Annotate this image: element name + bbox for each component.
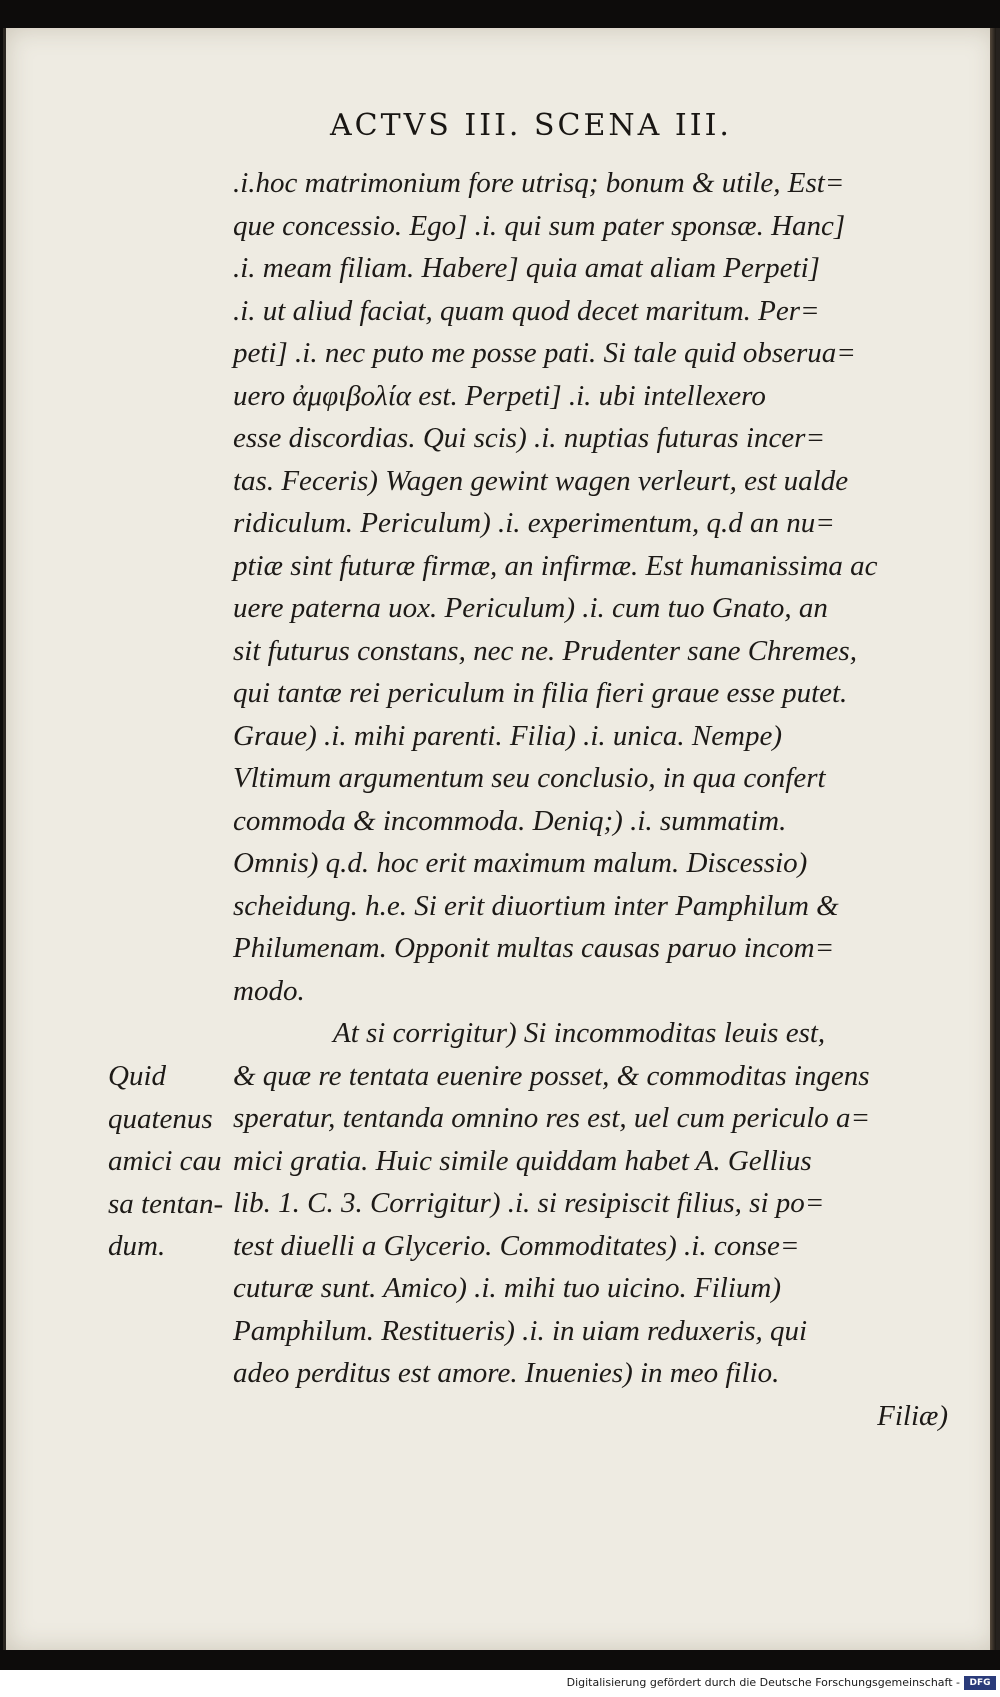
text-line: Pamphilum. Restitueris) .i. in uiam reduxeris, qui — [233, 1314, 808, 1347]
footer-bar — [0, 1670, 1000, 1697]
commentary-text — [233, 162, 958, 1437]
text-line: .i.hoc matrimonium fore utrisq; bonum & utile, Est= — [233, 167, 845, 199]
text-line: Philumenam. Opponit multas causas paruo incom= — [233, 932, 835, 964]
text-line: commoda & incommoda. Deniq;) .i. summatim. — [233, 804, 787, 837]
text-line: Omnis) q.d. hoc erit maximum malum. Discessio) — [233, 847, 808, 879]
text-line: sit futurus constans, nec ne. Prudenter sane Chremes, — [233, 634, 857, 667]
marginal-note — [108, 1055, 228, 1268]
text-line: scheidung. h.e. Si erit diuortium inter Pamphilum & — [233, 889, 839, 922]
text-line: .i. ut aliud faciat, quam quod decet maritum. Per= — [233, 294, 820, 327]
margin-line: Quid — [108, 1060, 166, 1092]
text-line: speratur, tentanda omnino res est, uel cum periculo a= — [233, 1102, 871, 1134]
text-line: qui tantæ rei periculum in filia fieri graue esse putet. — [233, 677, 848, 709]
text-line: & quæ re tentata euenire posset, & commoditas ingens — [233, 1059, 870, 1092]
margin-line: quatenus — [108, 1102, 213, 1135]
text-line: cuturæ sunt. Amico) .i. mihi tuo uicino. Filium) — [233, 1272, 782, 1304]
text-line: Graue) .i. mihi parenti. Filia) .i. unica. Nempe) — [233, 719, 783, 752]
funding-notice: Digitalisierung gefördert durch die Deutsche Forschungsgemeinschaft - — [566, 1676, 960, 1689]
text-line: ptiæ sint futuræ firmæ, an infirmæ. Est humanissima ac — [233, 549, 878, 582]
margin-line: dum. — [108, 1230, 166, 1262]
text-line: peti] .i. nec puto me posse pati. Si tale quid obserua= — [233, 337, 856, 369]
running-header: ACTVS III. SCENA III. — [330, 108, 732, 143]
text-line: At si corrigitur) Si incommoditas leuis est, — [333, 1017, 826, 1049]
text-line: uero ἀμφιβολία est. Perpeti] .i. ubi intellexero — [233, 379, 766, 412]
margin-line: amici cau — [108, 1145, 222, 1177]
text-line: ridiculum. Periculum) .i. experimentum, q.d an nu= — [233, 507, 835, 539]
text-line: esse discordias. Qui scis) .i. nuptias futuras incer= — [233, 422, 826, 454]
margin-line: sa tentan- — [108, 1187, 224, 1220]
catchword: Filiæ) — [877, 1399, 948, 1432]
dfg-logo: DFG — [964, 1676, 996, 1690]
text-line: que concessio. Ego] .i. qui sum pater sponsæ. Hanc] — [233, 209, 846, 242]
text-line: adeo perditus est amore. Inuenies) in meo filio. — [233, 1357, 780, 1389]
text-line: tas. Feceris) Wagen gewint wagen verleurt, est ualde — [233, 464, 849, 497]
text-line: uere paterna uox. Periculum) .i. cum tuo Gnato, an — [233, 592, 828, 624]
text-line: mici gratia. Huic simile quiddam habet A. Gellius — [233, 1144, 812, 1177]
text-line: .i. meam filiam. Habere] quia amat aliam Perpeti] — [233, 252, 820, 284]
text-line: Vltimum argumentum seu conclusio, in qua confert — [233, 762, 826, 794]
page-spine — [990, 28, 996, 1650]
text-line: test diuelli a Glycerio. Commoditates) .i. conse= — [233, 1229, 800, 1262]
text-line: modo. — [233, 974, 305, 1007]
text-line: lib. 1. C. 3. Corrigitur) .i. si resipiscit filius, si po= — [233, 1187, 825, 1219]
